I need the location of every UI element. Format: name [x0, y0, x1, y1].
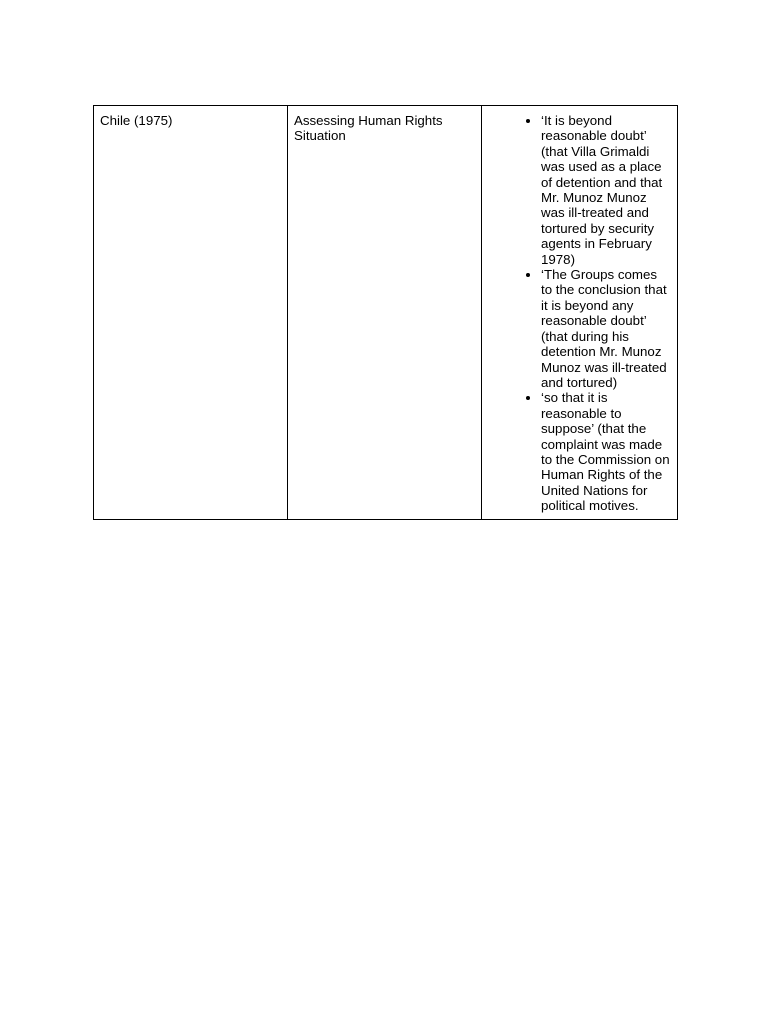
list-item: • ‘It is beyond reasonable doubt’ (that Villa Grimaldi was used as a place of detention and that Mr. Munoz Munoz was ill-treated and tortured by security agents in February 1978)	[541, 113, 671, 267]
quotes-cell	[482, 106, 678, 520]
topic-cell: Assessing Human Rights Situation	[288, 106, 482, 520]
list-item: • ‘so that it is reasonable to suppose’ (that the complaint was made to the Commission on Human Rights of the United Nations for political motives.	[541, 390, 671, 513]
country-cell: Chile (1975)	[94, 106, 288, 520]
table-row	[94, 106, 678, 520]
list-item: • ‘The Groups comes to the conclusion that it is beyond any reasonable doubt’ (that during his detention Mr. Munoz Munoz was ill-treated and tortured)	[541, 267, 671, 390]
document-table	[93, 105, 678, 520]
quote-list	[488, 113, 671, 514]
